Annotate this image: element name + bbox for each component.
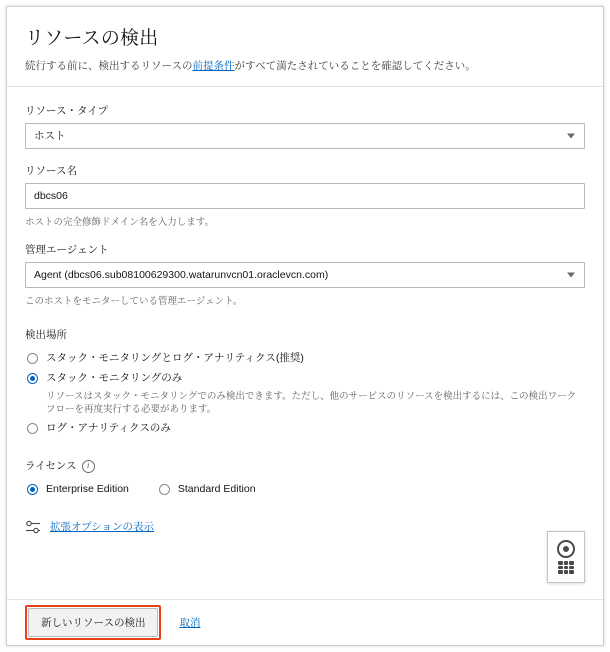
- discovery-option-log-only[interactable]: [25, 421, 585, 438]
- info-icon[interactable]: i: [82, 460, 95, 473]
- dialog-header: [7, 7, 603, 87]
- management-agent-value: Agent (dbcs06.sub08100629300.watarunvcn01.oraclevcn.com): [34, 268, 329, 281]
- discovery-radio-group: [25, 351, 585, 439]
- resource-name-input[interactable]: [25, 183, 585, 209]
- license-label-row: [25, 458, 585, 473]
- advanced-options-row[interactable]: [25, 519, 585, 534]
- resource-name-value: dbcs06: [34, 189, 68, 202]
- dialog-body: [7, 87, 603, 599]
- discovery-option-label: スタック・モニタリングとログ・アナリティクス(推奨): [46, 351, 304, 364]
- discovery-option-stack-and-log[interactable]: [25, 351, 585, 368]
- resource-type-field: [25, 103, 585, 149]
- license-option-label: Enterprise Edition: [46, 483, 129, 496]
- subtitle-text-before: 続行する前に、検出するリソースの: [25, 60, 193, 72]
- management-agent-label: 管理エージェント: [25, 243, 109, 256]
- cancel-link[interactable]: 取消: [179, 617, 201, 629]
- discovery-option-label: スタック・モニタリングのみ: [46, 371, 183, 384]
- submit-button-highlight: [25, 605, 161, 640]
- dialog-subtitle: [25, 59, 585, 74]
- resource-name-label: リソース名: [25, 164, 77, 177]
- resource-type-select[interactable]: [25, 123, 585, 149]
- discover-new-resource-button[interactable]: 新しいリソースの検出: [28, 608, 158, 637]
- discovery-option-label: ログ・アナリティクスのみ: [46, 422, 171, 435]
- chevron-down-icon: [567, 133, 575, 138]
- resource-name-help: ホストの完全修飾ドメイン名を入力します。: [25, 216, 214, 228]
- resource-name-field: [25, 163, 585, 228]
- management-agent-help: このホストをモニターしている管理エージェント。: [25, 295, 243, 307]
- discovery-option-stack-only-desc: リソースはスタック・モニタリングでのみ検出できます。ただし、他のサービスのリソースを検出するには、この検出ワークフローを再度実行する必要があります。: [46, 390, 577, 415]
- discovery-option-stack-only[interactable]: [25, 371, 585, 388]
- prerequisites-link[interactable]: 前提条件: [192, 60, 235, 72]
- license-label: ライセンス: [25, 460, 77, 473]
- resource-type-value: ホスト: [34, 130, 66, 143]
- management-agent-select[interactable]: [25, 262, 585, 288]
- license-radio-group: [25, 482, 585, 499]
- license-option-enterprise[interactable]: [25, 482, 129, 499]
- grid-icon: [558, 561, 574, 574]
- resource-type-label: リソース・タイプ: [25, 104, 108, 117]
- radio-icon: [27, 484, 38, 495]
- page-title: リソースの検出: [25, 28, 159, 49]
- license-option-standard[interactable]: [157, 482, 256, 499]
- radio-icon: [159, 484, 170, 495]
- help-widget[interactable]: [547, 531, 585, 583]
- advanced-options-icon: [25, 520, 41, 534]
- management-agent-field: [25, 242, 585, 307]
- discovery-dialog: [6, 6, 604, 646]
- radio-icon: [27, 423, 38, 434]
- license-option-label: Standard Edition: [177, 483, 256, 496]
- subtitle-text-after: がすべて満たされていることを確認してください。: [234, 60, 476, 72]
- lifebuoy-icon: [557, 540, 575, 558]
- chevron-down-icon: [567, 272, 575, 277]
- discovery-location-label: 検出場所: [25, 328, 67, 341]
- radio-icon: [27, 353, 38, 364]
- dialog-footer: [7, 599, 603, 645]
- radio-icon: [27, 373, 38, 384]
- advanced-options-link[interactable]: 拡張オプションの表示: [50, 521, 155, 534]
